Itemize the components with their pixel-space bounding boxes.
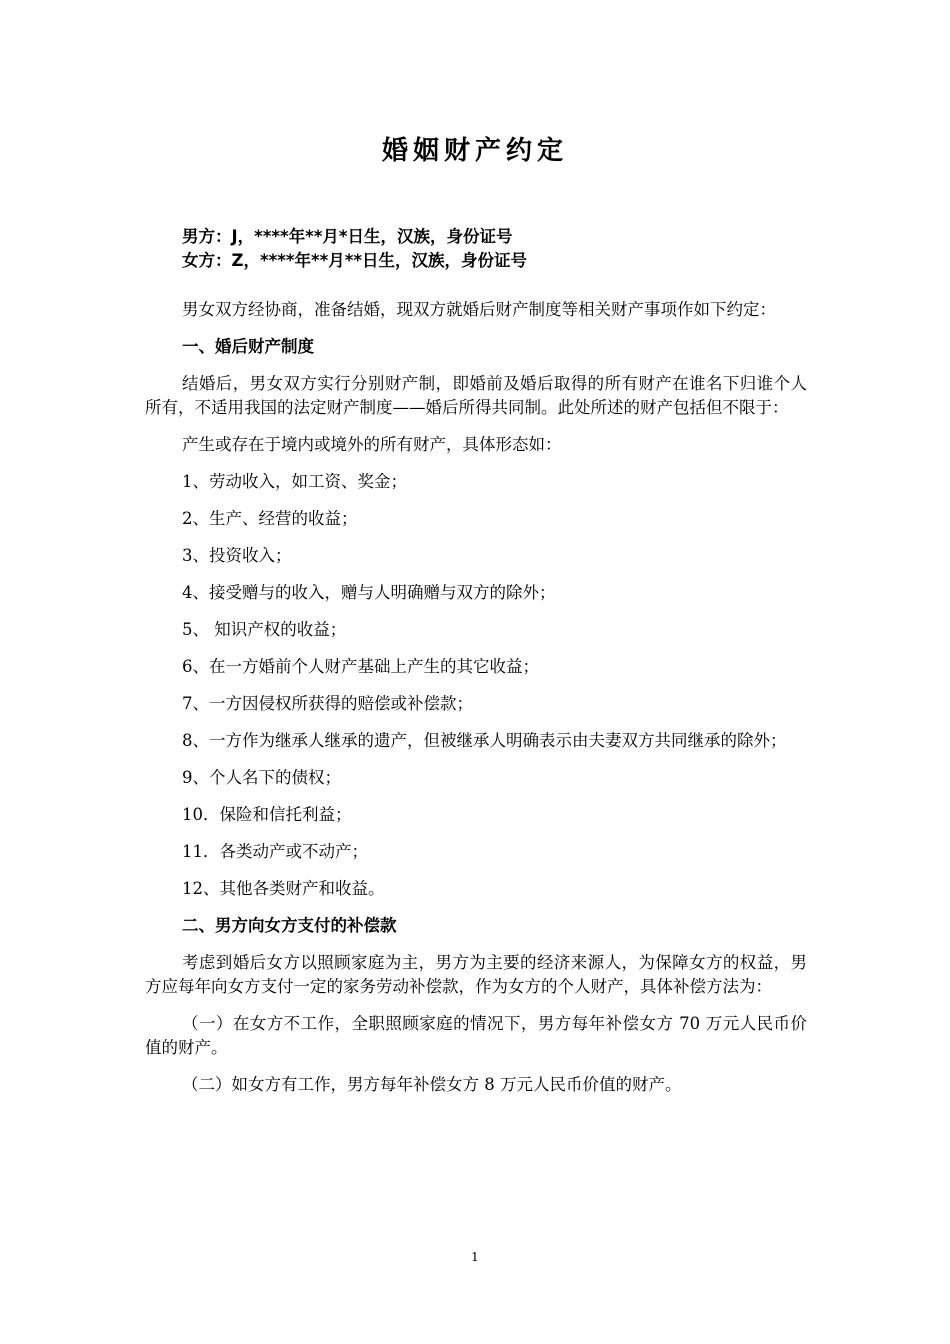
section2-clause: （二）如女方有工作，男方每年补偿女方 8 万元人民币价值的财产。 <box>182 1075 682 1094</box>
section2-clause: （一）在女方不工作，全职照顾家庭的情况下，男方每年补偿女方 70 万元人民币价值的财产。 <box>145 1014 807 1057</box>
section1-heading: 一、婚后财产制度 <box>182 337 314 356</box>
intro-paragraph: 男女双方经协商，准备结婚，现双方就婚后财产制度等相关财产事项作如下约定： <box>182 300 776 319</box>
list-item: 3、投资收入； <box>182 546 292 565</box>
section2-heading: 二、男方向女方支付的补偿款 <box>182 916 397 935</box>
list-item: 2、生产、经营的收益； <box>182 509 358 528</box>
section1-paragraph: 结婚后，男女双方实行分别财产制，即婚前及婚后取得的所有财产在谁名下归谁个人所有，不适用我国的法定财产制度——婚后所得共同制。此处所述的财产包括但不限于： <box>145 374 807 417</box>
page-number: 1 <box>471 1250 479 1264</box>
document-body <box>145 298 807 1110</box>
document-title: 婚姻财产约定 <box>381 136 568 166</box>
section1-paragraph: 产生或存在于境内或境外的所有财产，具体形态如： <box>182 435 562 454</box>
list-item: 11．各类动产或不动产； <box>182 842 368 861</box>
parties-block <box>182 225 527 273</box>
list-item: 12、其他各类财产和收益。 <box>182 879 385 898</box>
party-male: 男方：J，****年**月*日生，汉族，身份证号 <box>182 227 513 246</box>
list-item: 7、一方因侵权所获得的赔偿或补偿款； <box>182 694 473 713</box>
list-item: 1、劳动收入，如工资、奖金； <box>182 472 407 491</box>
list-item: 6、在一方婚前个人财产基础上产生的其它收益； <box>182 657 539 676</box>
list-item: 8、一方作为继承人继承的遗产，但被继承人明确表示由夫妻双方共同继承的除外； <box>182 731 787 750</box>
section2-paragraph: 考虑到婚后女方以照顾家庭为主，男方为主要的经济来源人，为保障女方的权益，男方应每年向女方支付一定的家务劳动补偿款，作为女方的个人财产，具体补偿方法为： <box>145 953 807 996</box>
list-item: 9、个人名下的债权； <box>182 768 341 787</box>
list-item: 10．保险和信托利益； <box>182 805 352 824</box>
list-item: 4、接受赠与的收入，赠与人明确赠与双方的除外； <box>182 583 556 602</box>
party-female: 女方：Z，****年**月**日生，汉族，身份证号 <box>182 251 527 270</box>
list-item: 5、 知识产权的收益； <box>182 620 347 639</box>
